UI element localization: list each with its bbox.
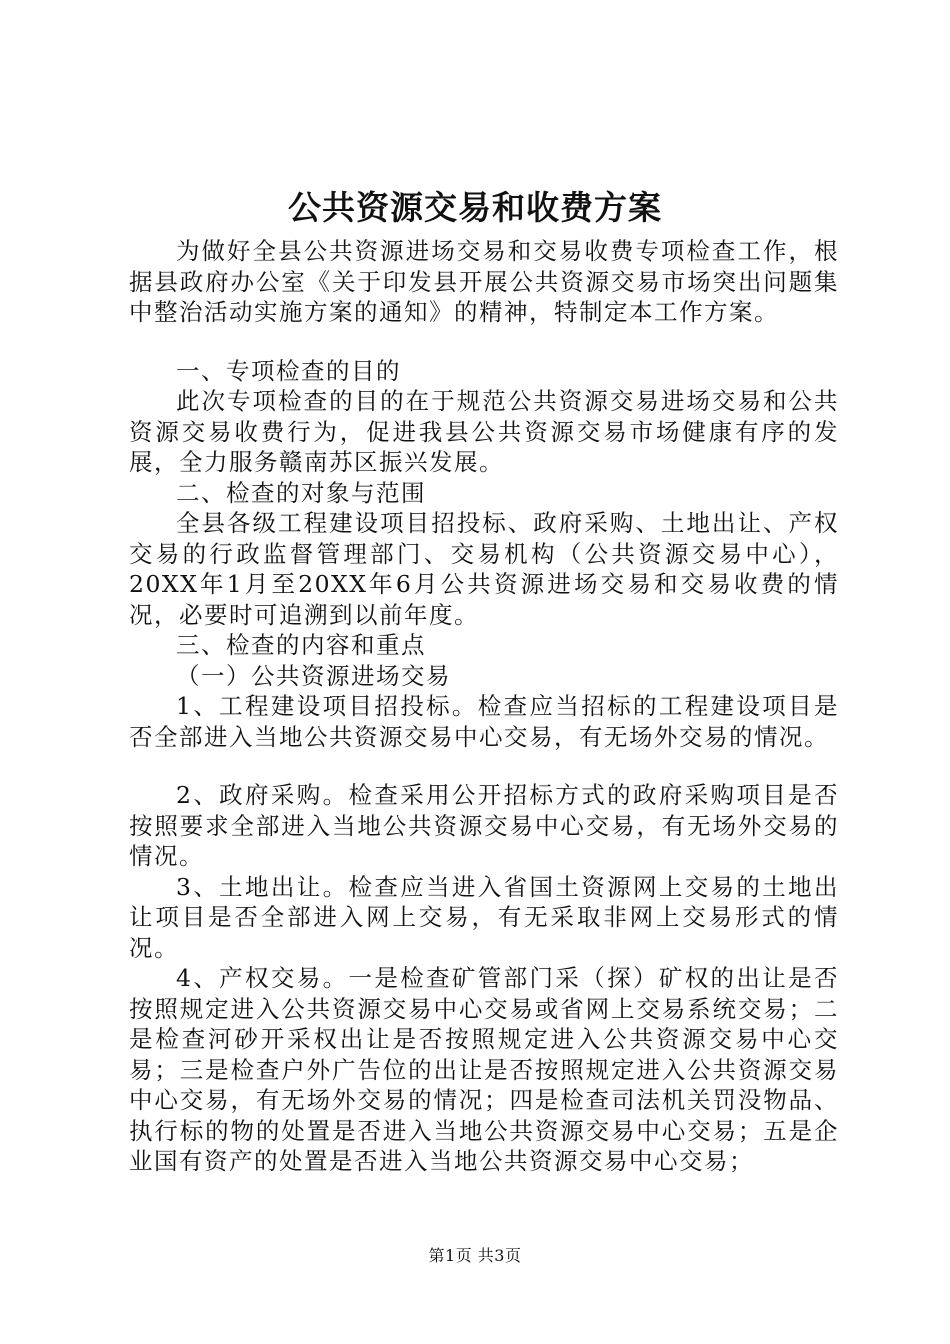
- paragraph-item-3: 3、土地出让。检查应当进入省国土资源网上交易的土地出让项目是否全部进入网上交易，有无采取非网上交易形式的情况。: [129, 872, 839, 962]
- subsection-heading-1: （一）公共资源进场交易: [176, 661, 451, 690]
- document-title: 公共资源交易和收费方案: [288, 188, 662, 227]
- paragraph-item-2: 2、政府采购。检查采用公开招标方式的政府采购项目是否按照要求全部进入当地公共资源交易中心交易，有无场外交易的情况。: [129, 781, 839, 870]
- document-body: [129, 236, 839, 1177]
- paragraph-scope: 全县各级工程建设项目招投标、政府采购、土地出让、产权交易的行政监督管理部门、交易机构（公共资源交易中心），20XX年1月至20XX年6月公共资源进场交易和交易收费的情况，必要时可追溯到以前年度。: [129, 509, 839, 629]
- page-number-footer: 第1页 共3页: [428, 1246, 522, 1265]
- intro-paragraph: 为做好全县公共资源进场交易和交易收费专项检查工作，根据县政府办公室《关于印发县开展公共资源交易市场突出问题集中整治活动实施方案的通知》的精神，特制定本工作方案。: [129, 237, 839, 326]
- paragraph-purpose: 此次专项检查的目的在于规范公共资源交易进场交易和公共资源交易收费行为，促进我县公共资源交易市场健康有序的发展，全力服务赣南苏区振兴发展。: [129, 387, 839, 476]
- section-heading-2: 二、检查的对象与范围: [176, 478, 426, 507]
- paragraph-item-4: 4、产权交易。一是检查矿管部门采（探）矿权的出让是否按照规定进入公共资源交易中心交易或省网上交易系统交易；二是检查河砂开采权出让是否按照规定进入公共资源交易中心交易；三是检查户外广告位的出让是否按照规定进入公共资源交易中心交易，有无场外交易的情况；四是检查司法机关罚没物品、执行标的物的处置是否进入当地公共资源交易中心交易；五是企业国有资产的处置是否进入当地公共资源交易中心交易；: [129, 964, 839, 1175]
- paragraph-item-1: 1、工程建设项目招投标。检查应当招标的工程建设项目是否全部进入当地公共资源交易中心交易，有无场外交易的情况。: [129, 692, 839, 751]
- section-heading-1: 一、专项检查的目的: [176, 356, 401, 385]
- section-heading-3: 三、检查的内容和重点: [176, 631, 426, 659]
